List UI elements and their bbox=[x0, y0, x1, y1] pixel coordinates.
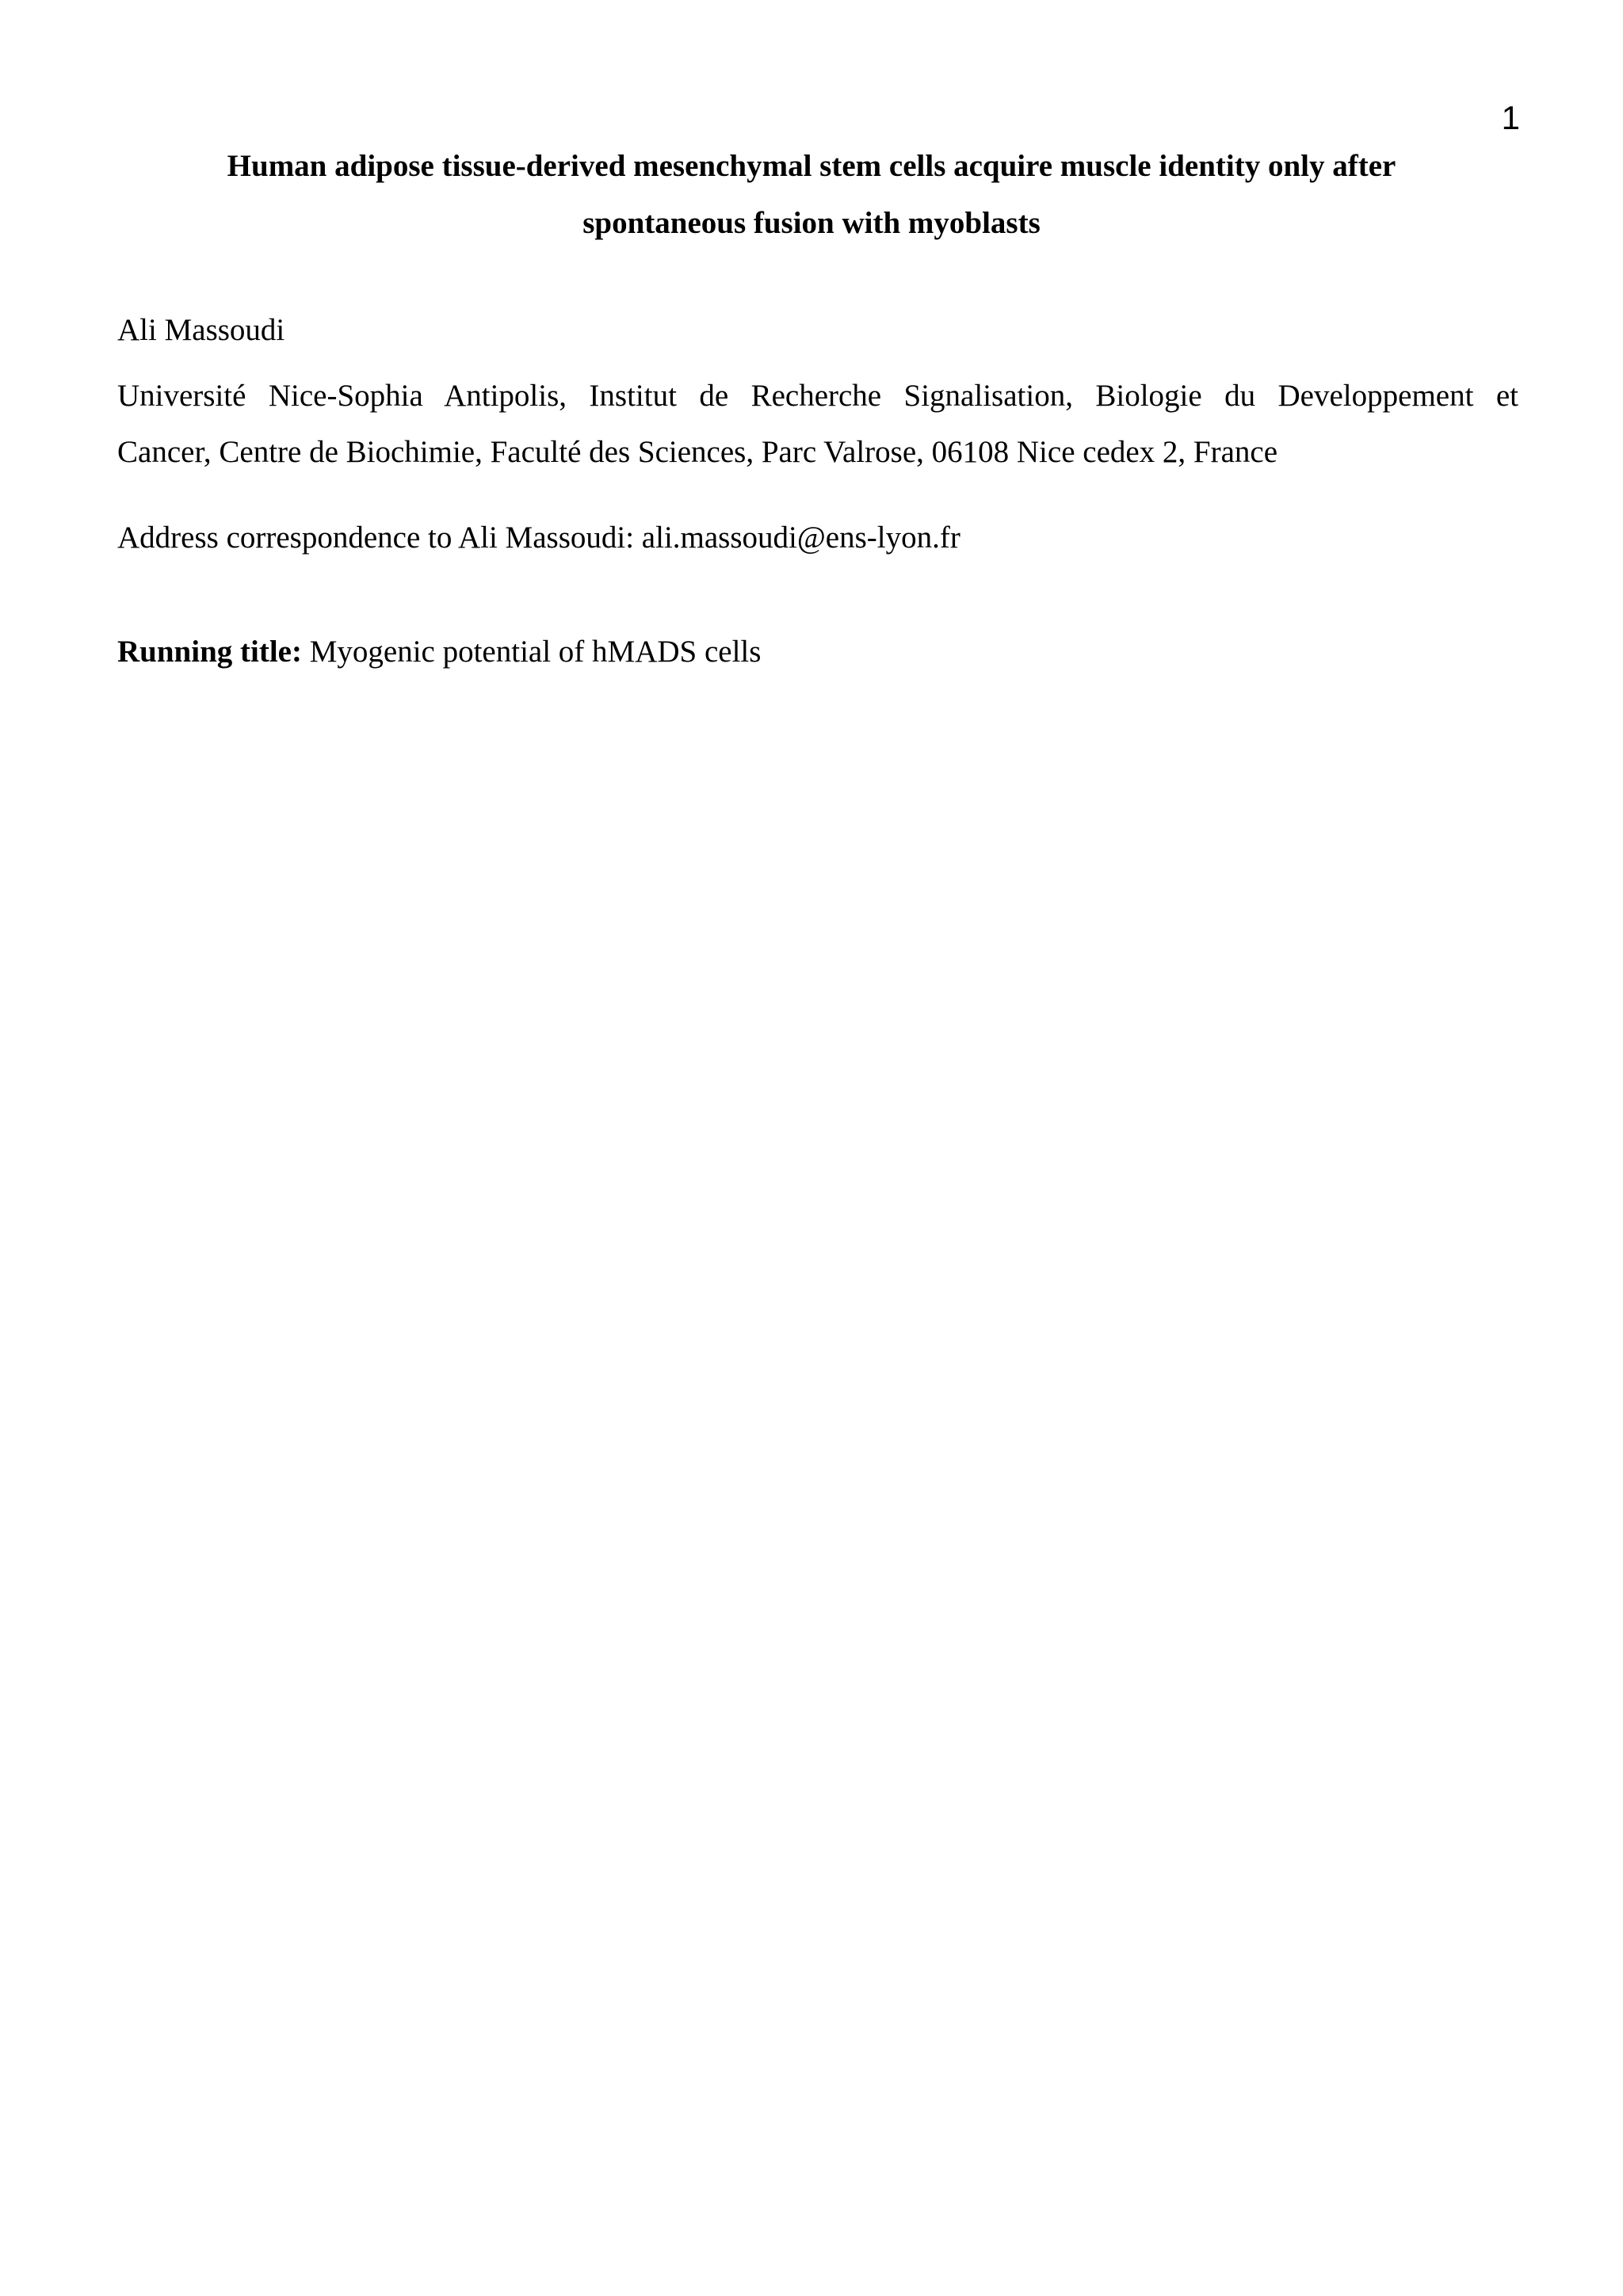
author-affiliation bbox=[117, 368, 1518, 480]
running-title bbox=[117, 632, 761, 672]
affiliation-line-2: Cancer, Centre de Biochimie, Faculté des Sciences, Parc Valrose, 06108 Nice cedex 2, France bbox=[117, 435, 1278, 469]
paper-title-line-2: spontaneous fusion with myoblasts bbox=[582, 206, 1041, 240]
paper-title bbox=[117, 138, 1506, 252]
correspondence-address: Address correspondence to Ali Massoudi: ali.massoudi@ens-lyon.fr bbox=[117, 521, 960, 555]
author-name: Ali Massoudi bbox=[117, 313, 285, 347]
affiliation-line-1: Université Nice-Sophia Antipolis, Institut de Recherche Signalisation, Biologie du Developpement et bbox=[117, 379, 1518, 413]
paper-title-line-1: Human adipose tissue-derived mesenchymal stem cells acquire muscle identity only after bbox=[227, 149, 1396, 183]
running-title-text: Myogenic potential of hMADS cells bbox=[309, 635, 762, 669]
running-title-label: Running title: bbox=[117, 635, 302, 669]
page-number: 1 bbox=[1501, 99, 1520, 136]
